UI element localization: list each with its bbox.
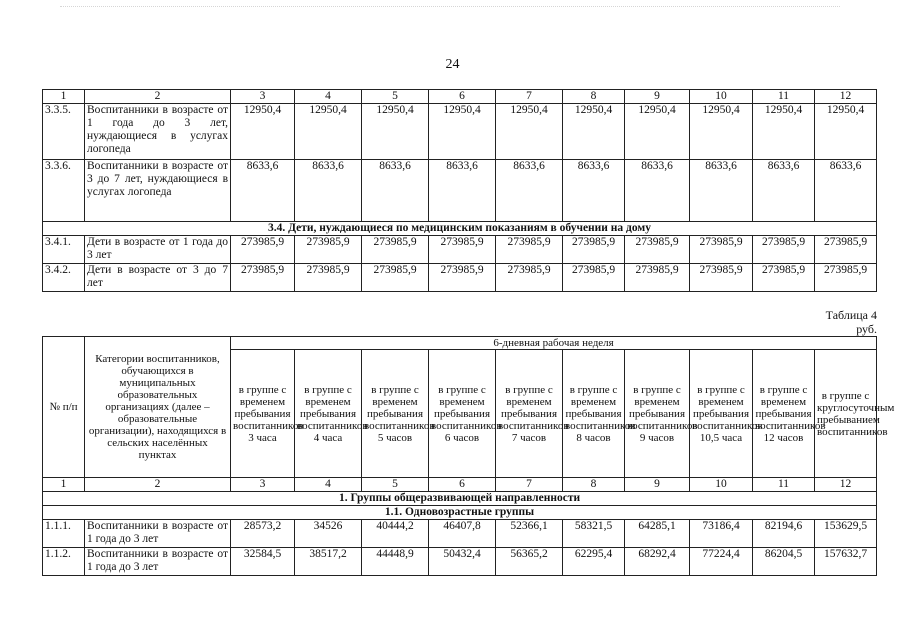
column-number-row (43, 90, 877, 104)
value-cell: 273985,9 (815, 236, 877, 264)
header-col: в группе с временем пребывания воспитанников 3 часа (231, 350, 295, 478)
value-cell: 273985,9 (690, 264, 753, 292)
col-num: 11 (753, 478, 815, 492)
col-num: 2 (85, 90, 231, 104)
col-num: 3 (231, 478, 295, 492)
value-cell: 62295,4 (563, 548, 625, 576)
value-cell: 273985,9 (815, 264, 877, 292)
value-cell: 12950,4 (295, 104, 362, 160)
col-num: 7 (496, 90, 563, 104)
col-num: 1 (43, 478, 85, 492)
page-number: 24 (445, 57, 460, 72)
table-row (43, 548, 877, 576)
value-cell: 273985,9 (496, 236, 563, 264)
value-cell: 8633,6 (563, 160, 625, 222)
value-cell: 12950,4 (563, 104, 625, 160)
value-cell: 273985,9 (362, 264, 429, 292)
value-cell: 273985,9 (753, 264, 815, 292)
col-num: 3 (231, 90, 295, 104)
value-cell: 273985,9 (362, 236, 429, 264)
value-cell: 73186,4 (690, 520, 753, 548)
col-num: 4 (295, 90, 362, 104)
value-cell: 273985,9 (496, 264, 563, 292)
header-col: в группе с временем пребывания воспитанников 4 часа (295, 350, 362, 478)
col-num: 9 (625, 478, 690, 492)
value-cell: 8633,6 (625, 160, 690, 222)
value-cell: 77224,4 (690, 548, 753, 576)
col-num: 10 (690, 478, 753, 492)
value-cell: 8633,6 (815, 160, 877, 222)
row-category: Воспитанники в возрасте от 1 года до 3 лет (85, 520, 231, 548)
table-row (43, 160, 877, 222)
value-cell: 12950,4 (625, 104, 690, 160)
currency-label: руб. (856, 322, 877, 336)
table-row (43, 236, 877, 264)
col-num: 4 (295, 478, 362, 492)
value-cell: 273985,9 (563, 264, 625, 292)
scan-artifact-line (60, 6, 840, 9)
value-cell: 273985,9 (429, 236, 496, 264)
header-week: 6-дневная рабочая неделя (231, 337, 877, 350)
value-cell: 273985,9 (295, 236, 362, 264)
value-cell: 82194,6 (753, 520, 815, 548)
value-cell: 273985,9 (429, 264, 496, 292)
row-category: Воспитанники в возрасте от 1 года до 3 лет, нуждающиеся в услугах логопеда (85, 104, 231, 160)
value-cell: 273985,9 (231, 236, 295, 264)
header-col: в группе с временем пребывания воспитанников 7 часов (496, 350, 563, 478)
col-num: 2 (85, 478, 231, 492)
row-category: Дети в возрасте от 3 до 7 лет (85, 264, 231, 292)
row-category: Воспитанники в возрасте от 1 года до 3 лет (85, 548, 231, 576)
col-num: 5 (362, 90, 429, 104)
value-cell: 8633,6 (295, 160, 362, 222)
value-cell: 153629,5 (815, 520, 877, 548)
value-cell: 157632,7 (815, 548, 877, 576)
value-cell: 273985,9 (625, 236, 690, 264)
header-col: в группе с временем пребывания воспитанников 9 часов (625, 350, 690, 478)
section-row (43, 506, 877, 520)
value-cell: 8633,6 (231, 160, 295, 222)
row-code: 3.3.5. (43, 104, 85, 160)
row-code: 3.4.1. (43, 236, 85, 264)
col-num: 11 (753, 90, 815, 104)
col-num: 5 (362, 478, 429, 492)
value-cell: 12950,4 (496, 104, 563, 160)
header-category: Категории воспитанников, обучающихся в муниципальных образовательных организациях (далее – образовательные организации), находящихся в сельских населённых пунктах (85, 337, 231, 478)
header-row (43, 337, 877, 350)
header-col: в группе с временем пребывания воспитанников 10,5 часа (690, 350, 753, 478)
col-num: 7 (496, 478, 563, 492)
value-cell: 64285,1 (625, 520, 690, 548)
value-cell: 12950,4 (753, 104, 815, 160)
value-cell: 8633,6 (362, 160, 429, 222)
section-row (43, 222, 877, 236)
header-col: в группе с временем пребывания воспитанников 6 часов (429, 350, 496, 478)
value-cell: 40444,2 (362, 520, 429, 548)
value-cell: 44448,9 (362, 548, 429, 576)
col-num: 12 (815, 90, 877, 104)
value-cell: 12950,4 (815, 104, 877, 160)
value-cell: 52366,1 (496, 520, 563, 548)
col-num: 9 (625, 90, 690, 104)
section-title: 3.4. Дети, нуждающиеся по медицинским показаниям в обучении на дому (43, 222, 877, 236)
value-cell: 12950,4 (690, 104, 753, 160)
value-cell: 12950,4 (231, 104, 295, 160)
value-cell: 273985,9 (563, 236, 625, 264)
value-cell: 12950,4 (362, 104, 429, 160)
row-code: 1.1.2. (43, 548, 85, 576)
section-title: 1. Группы общеразвивающей направленности (43, 492, 877, 506)
value-cell: 273985,9 (690, 236, 753, 264)
value-cell: 273985,9 (625, 264, 690, 292)
subsection-title: 1.1. Одновозрастные группы (43, 506, 877, 520)
value-cell: 8633,6 (429, 160, 496, 222)
value-cell: 56365,2 (496, 548, 563, 576)
row-code: 3.4.2. (43, 264, 85, 292)
value-cell: 8633,6 (753, 160, 815, 222)
row-code: 1.1.1. (43, 520, 85, 548)
table-row (43, 264, 877, 292)
column-number-row (43, 478, 877, 492)
value-cell: 32584,5 (231, 548, 295, 576)
col-num: 8 (563, 90, 625, 104)
value-cell: 8633,6 (496, 160, 563, 222)
value-cell: 273985,9 (753, 236, 815, 264)
col-num: 6 (429, 90, 496, 104)
col-num: 8 (563, 478, 625, 492)
value-cell: 68292,4 (625, 548, 690, 576)
value-cell: 28573,2 (231, 520, 295, 548)
value-cell: 38517,2 (295, 548, 362, 576)
header-col: в группе с круглосуточным пребыванием воспитанников (815, 350, 877, 478)
table-row (43, 520, 877, 548)
col-num: 10 (690, 90, 753, 104)
col-num: 6 (429, 478, 496, 492)
value-cell: 46407,8 (429, 520, 496, 548)
table-caption: Таблица 4 (825, 308, 877, 322)
header-col: в группе с временем пребывания воспитанников 12 часов (753, 350, 815, 478)
value-cell: 58321,5 (563, 520, 625, 548)
tariff-table-4 (42, 336, 895, 576)
value-cell: 50432,4 (429, 548, 496, 576)
value-cell: 273985,9 (231, 264, 295, 292)
col-num: 12 (815, 478, 877, 492)
row-category: Воспитанники в возрасте от 3 до 7 лет, нуждающиеся в услугах логопеда (85, 160, 231, 222)
section-row (43, 492, 877, 506)
row-code: 3.3.6. (43, 160, 85, 222)
value-cell: 12950,4 (429, 104, 496, 160)
header-col: в группе с временем пребывания воспитанников 8 часов (563, 350, 625, 478)
value-cell: 34526 (295, 520, 362, 548)
value-cell: 86204,5 (753, 548, 815, 576)
header-col: в группе с временем пребывания воспитанников 5 часов (362, 350, 429, 478)
col-num: 1 (43, 90, 85, 104)
row-category: Дети в возрасте от 1 года до 3 лет (85, 236, 231, 264)
header-number: № п/п (43, 337, 85, 478)
value-cell: 273985,9 (295, 264, 362, 292)
table-row (43, 104, 877, 160)
tariff-table-continued (42, 89, 877, 292)
value-cell: 8633,6 (690, 160, 753, 222)
